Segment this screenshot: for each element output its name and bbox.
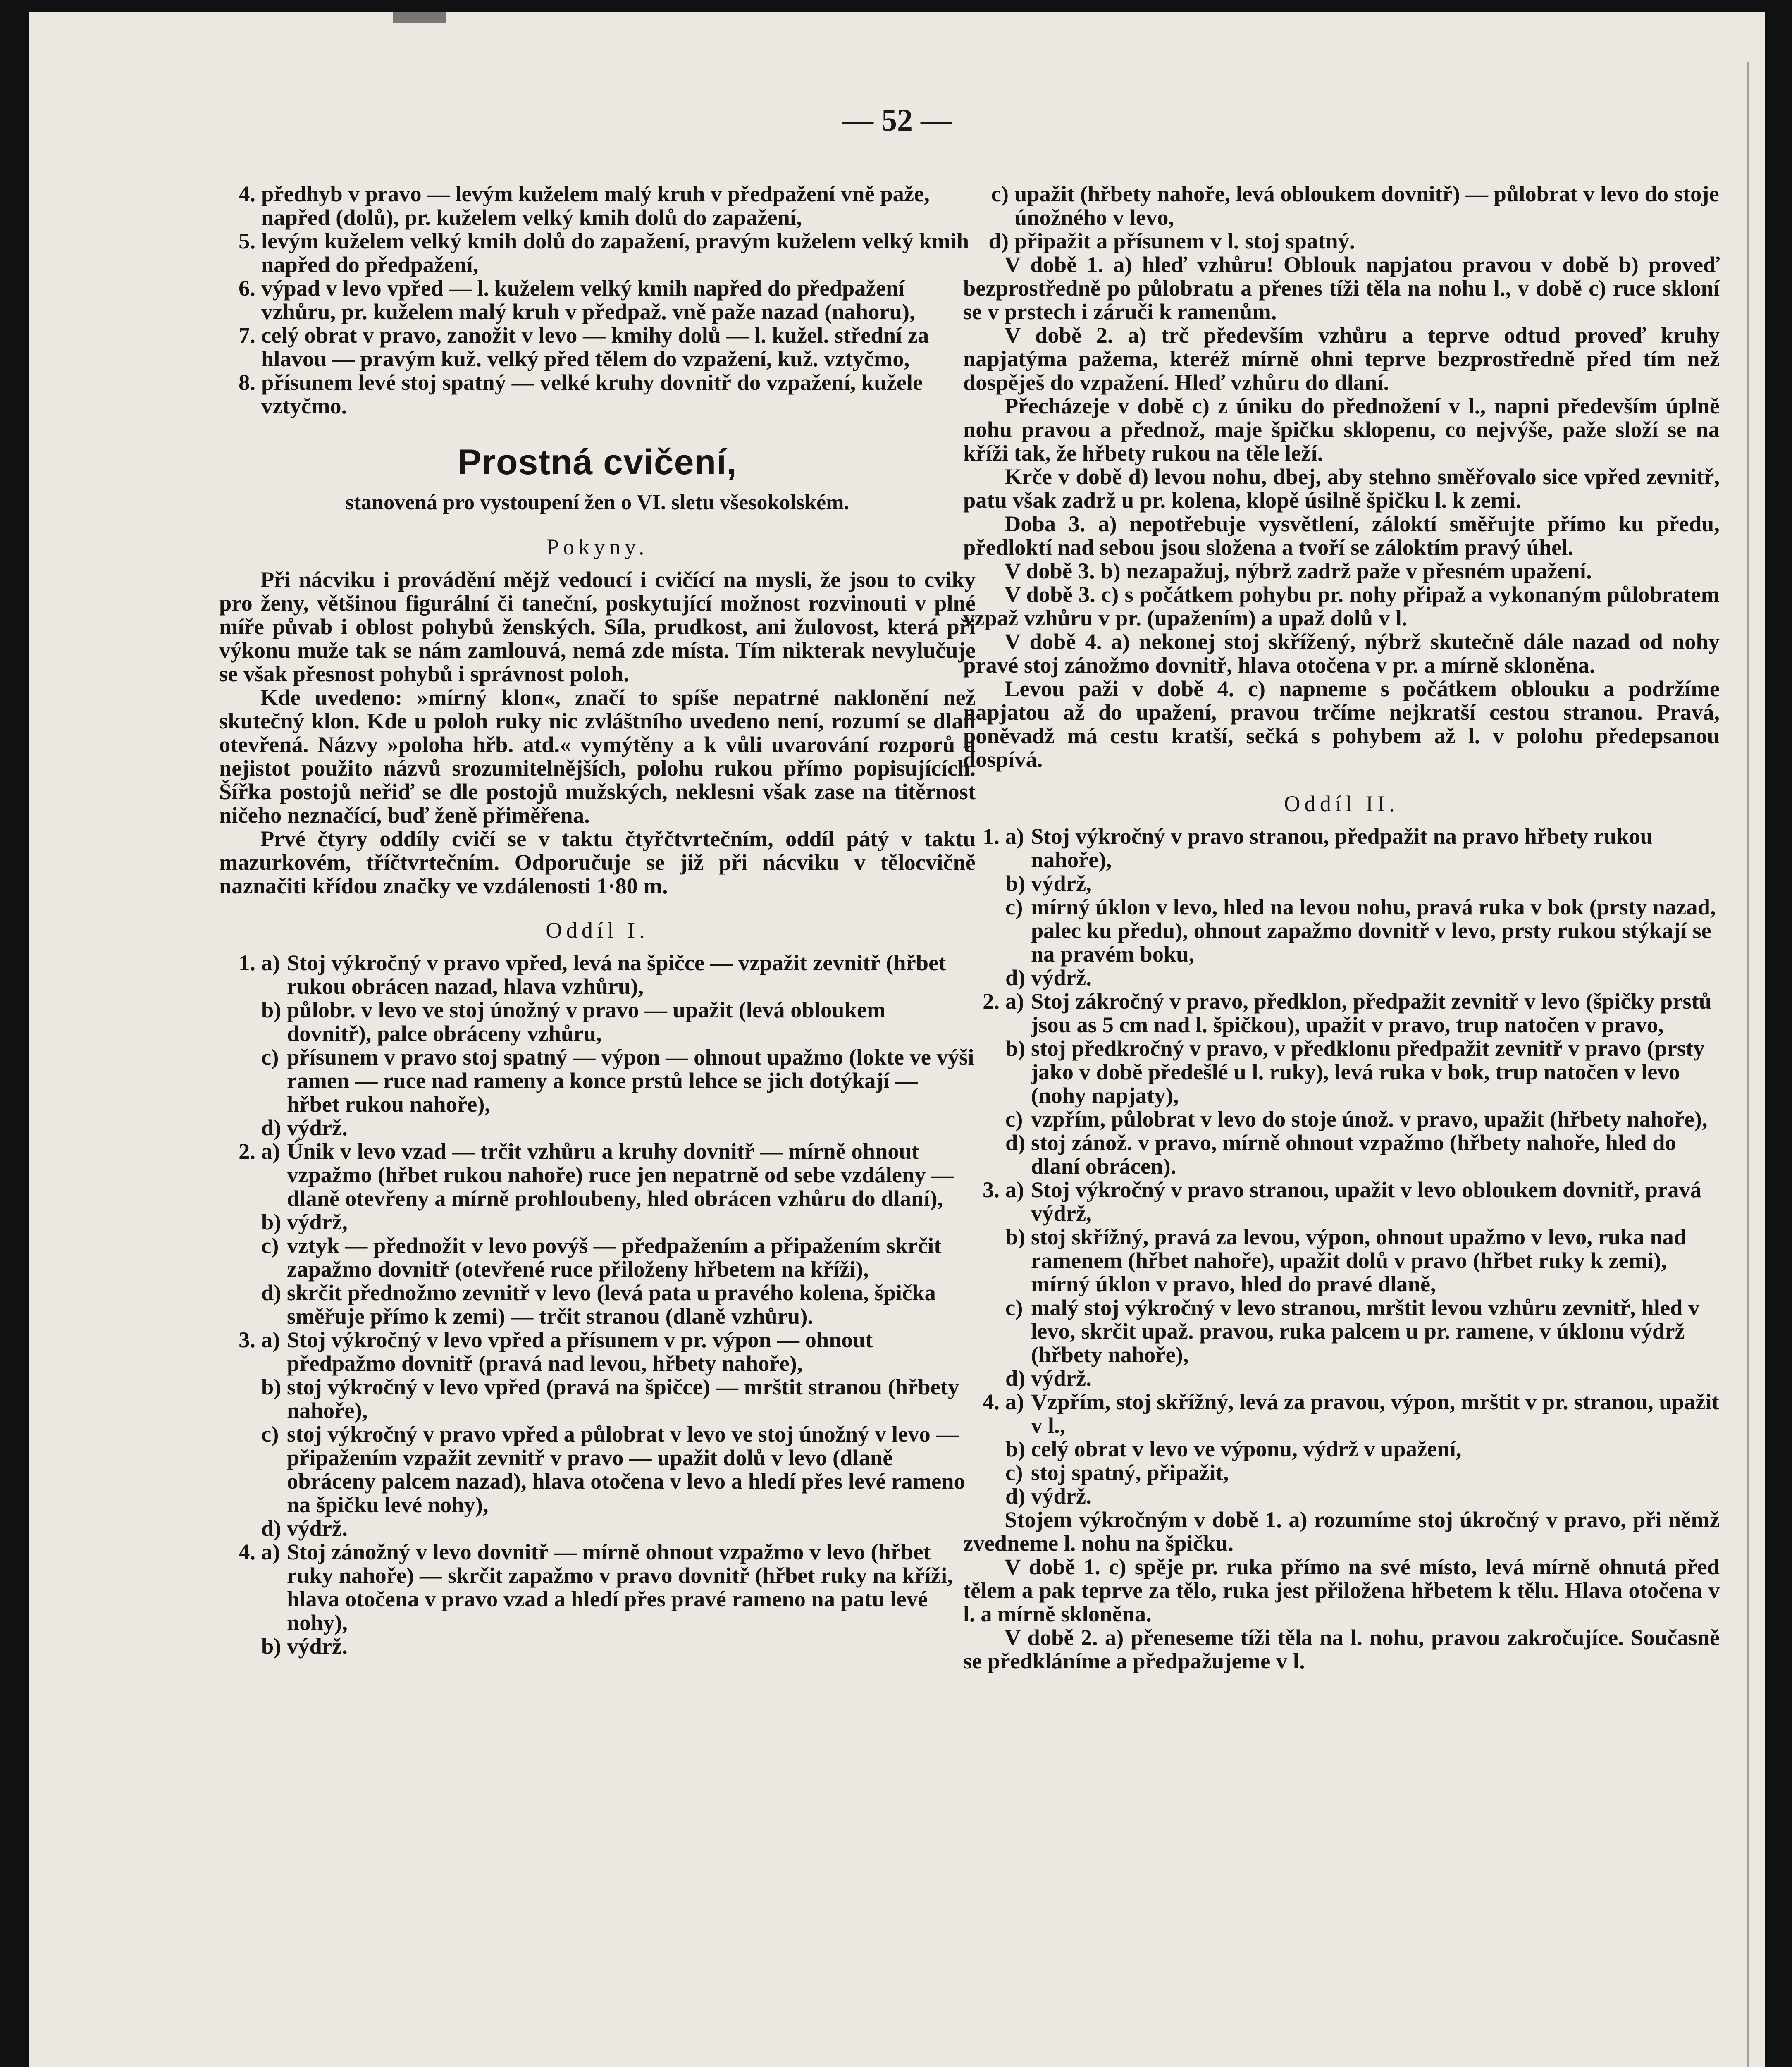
item-number: 6. [239, 275, 255, 301]
exercise-number [963, 1131, 1005, 1178]
continuation-row [963, 229, 1720, 253]
exercise-number [963, 895, 1005, 966]
paragraph: Levou paži v době 4. c) napneme s počátkem oblouku a podržíme napjatou až do upažení, pravou trčíme nejkratší cestou stranou. Pravá, poněvadž má cestu kratší, sečká s pohybem až l. v polohu předepsanou dospívá. [963, 676, 1720, 772]
exercise-text: Vzpřím, stoj skřížný, levá za pravou, výpon, mrštit v pr. stranou, upažit v l., [1031, 1389, 1719, 1438]
exercise-row [219, 998, 976, 1045]
exercise-text: stoj výkročný v levo vpřed (pravá na špičce) — mrštit stranou (hřbety nahoře), [287, 1374, 959, 1423]
oddil-1-list [219, 951, 976, 1658]
exercise-row [963, 824, 1720, 871]
exercise-row [219, 1045, 976, 1116]
exercise-row [963, 1461, 1720, 1484]
exercise-number [219, 1634, 261, 1658]
exercise-number: 2. [239, 1139, 255, 1164]
exercise-row [219, 1210, 976, 1234]
exercise-row [219, 1281, 976, 1328]
section-subheading: stanovená pro vystoupení žen o VI. sletu všesokolském. [345, 491, 849, 514]
list-item [219, 370, 976, 418]
exercise-row [963, 1296, 1720, 1366]
paragraph: Krče v době d) levou nohu, dbej, aby stehno směřovalo sice vpřed zevnitř, patu však zadrž u pr. kolena, klopě úsilně špičku l. k zemi. [963, 464, 1720, 513]
exercise-letter: a) [261, 1139, 280, 1164]
exercise-text: vzpřím, půlobrat v levo do stoje únož. v pravo, upažit (hřbety nahoře), [1031, 1106, 1708, 1131]
exercise-letter: a) [261, 1327, 280, 1352]
exercise-text: přísunem v pravo stoj spatný — výpon — ohnout upažmo (lokte ve výši ramen — ruce nad rameny a konce prstů lehce se jich dotýkají — hřbet rukou nahoře), [287, 1044, 974, 1117]
exercise-number: 1. [983, 823, 1000, 849]
paragraph: Prvé čtyry oddíly cvičí se v taktu čtyřčtvrtečním, oddíl pátý v taktu mazurkovém, tříčtvrtečním. Odporučuje se již při nácviku v tělocvičně naznačiti křídou značky ve vzdálenosti 1·80 m. [219, 826, 976, 898]
list-item [219, 323, 976, 370]
scan-artifact [393, 12, 446, 23]
exercise-letter: d) [261, 1115, 282, 1140]
oddil-2-list [963, 824, 1720, 1508]
exercise-text: Stoj zákročný v pravo, předklon, předpažit zevnitř v levo (špičky prstů jsou as 5 cm nad l. špičkou), upažit v pravo, trup natočen v pravo, [1031, 988, 1712, 1037]
exercise-row [219, 1540, 976, 1634]
paragraph: Přecházeje v době c) z úniku do přednožení v l., napni především úplně nohu pravou a přednož, maje špičku sklopenu, co nejvýše, paže složí se na kříži tak, že hřbety rukou na těle leží. [963, 393, 1720, 465]
paragraph: Stojem výkročným v době 1. a) rozumíme stoj úkročný v pravo, při němž zvedneme l. nohu na špičku. [963, 1507, 1720, 1556]
exercise-text: Stoj výkročný v pravo vpřed, levá na špičce — vzpažit zevnitř (hřbet rukou obrácen nazad, hlava vzhůru), [287, 950, 946, 999]
list-item [219, 276, 976, 323]
exercise-number [219, 1281, 261, 1328]
exercise-letter: a) [261, 1539, 280, 1564]
paragraph: V době 2. a) trč především vzhůru a teprve odtud proveď kruhy napjatýma pažema, kteréž mírně ohni teprve bezprostředně před tím než dospěješ do vzpažení. Hleď vzhůru do dlaní. [963, 322, 1720, 395]
exercise-text: stoj zánož. v pravo, mírně ohnout vzpažmo (hřbety nahoře, hled do dlaní obrácen). [1031, 1130, 1676, 1179]
exercise-row [219, 1234, 976, 1281]
exercise-row [963, 1178, 1720, 1225]
scanned-page [29, 12, 1765, 2067]
exercise-letter: b) [261, 1209, 282, 1234]
exercise-text: Únik v levo vzad — trčit vzhůru a kruhy dovnitř — mírně ohnout vzpažmo (hřbet rukou nahoře) ruce jen nepatrně od sebe vzdáleny — dlaně otevřeny a mírně prohloubeny, hled obrácen vzhůru do dlaní), [287, 1139, 954, 1211]
exercise-letter: c) [261, 1044, 279, 1069]
exercise-letter: c) [1005, 894, 1023, 919]
exercise-text: malý stoj výkročný v levo stranou, mrštit levou vzhůru zevnitř, hled v levo, skrčit upaž. pravou, ruka palcem u pr. ramene, v úklonu výdrž (hřbety nahoře), [1031, 1295, 1700, 1367]
notes-1 [963, 253, 1720, 771]
exercise-letter: a) [261, 950, 280, 975]
exercise-row [963, 1225, 1720, 1296]
exercise-text: stoj skřížný, pravá za levou, výpon, ohnout upažmo v levo, ruka nad ramenem (hřbet nahoře), upažit dolů v pravo (hřbet ruky k zemi), mírný úklon v pravo, hled do pravé dlaně, [1031, 1224, 1687, 1296]
exercise-letter: c) [1005, 1295, 1023, 1320]
continuation-row [963, 182, 1720, 229]
exercise-text: stoj výkročný v pravo vpřed a půlobrat v levo ve stoj únožný v levo — připažením vzpažit zevnitř v pravo — upažit dolů v levo (dlaně obráceny palcem nazad), hlava otočena v levo a hledí přes levé rameno na špičku levé nohy), [287, 1421, 965, 1517]
exercise-number [963, 966, 1005, 989]
exercise-row [963, 1437, 1720, 1461]
exercise-number [219, 998, 261, 1045]
scan-edge [1747, 62, 1749, 2067]
exercise-text: mírný úklon v levo, hled na levou nohu, pravá ruka v bok (prsty nazad, palec ku předu), ohnout zapažmo dovnitř v levo, prsty rukou stýkají se na pravém boku, [1031, 894, 1716, 967]
exercise-number [219, 1116, 261, 1139]
notes-2 [963, 1508, 1720, 1673]
exercise-text: Stoj výkročný v pravo stranou, upažit v levo obloukem dovnitř, pravá výdrž, [1031, 1177, 1701, 1226]
exercise-number [963, 1484, 1005, 1508]
exercise-row [963, 966, 1720, 989]
exercise-row [963, 989, 1720, 1036]
exercise-number [219, 1516, 261, 1540]
oddil-2-title: Oddíl II. [1284, 791, 1399, 816]
exercise-number [963, 1366, 1005, 1390]
pokyny-text [219, 568, 976, 897]
paragraph: Doba 3. a) nepotřebuje vysvětlení, záloktí směřujte přímo ku předu, předloktí nad sebou jsou složena a tvoří se záloktím pravý úhel. [963, 511, 1720, 560]
list-item [219, 229, 976, 276]
exercise-number: 2. [983, 988, 1000, 1014]
oddil-1-title: Oddíl I. [546, 917, 649, 943]
exercise-letter: a) [1005, 823, 1024, 849]
exercise-text: výdrž, [1031, 871, 1092, 896]
exercise-letter: d) [1005, 965, 1026, 990]
exercise-number: 4. [983, 1389, 1000, 1414]
exercise-text: výdrž, [287, 1209, 348, 1234]
page-number: — 52 — [842, 103, 952, 138]
exercise-letter: a) [1005, 1389, 1024, 1414]
exercise-number [219, 1234, 261, 1281]
paragraph: V době 1. a) hleď vzhůru! Oblouk napjatou pravou v době b) proveď bezprostředně po půlobratu a přenes tíži těla na nohu l., v době c) ruce skloní se v prstech i záruči k ramenům. [963, 252, 1720, 324]
exercise-row [219, 1328, 976, 1375]
left-column [219, 182, 976, 1658]
exercise-row [219, 1422, 976, 1516]
exercise-text: vztyk — přednožit v levo povýš — předpažením a připažením skrčit zapažmo dovnitř (otevřené ruce přiloženy hřbetem na kříži), [287, 1233, 942, 1282]
exercise-number: 1. [239, 950, 255, 975]
exercise-row [963, 1036, 1720, 1107]
exercise-row [963, 1390, 1720, 1437]
exercise-letter: d) [261, 1280, 282, 1305]
exercise-text: připažit a přísunem v l. stoj spatný. [1014, 228, 1355, 253]
paragraph: V době 1. c) spěje pr. ruka přímo na své místo, levá mírně ohnutá před tělem a pak teprve za tělo, ruka jest přiložena hřbetem k tělu. Hlava otočena v l. a mírně skloněna. [963, 1554, 1720, 1626]
exercise-letter: c) [1005, 1106, 1023, 1131]
paragraph: V době 3. c) s počátkem pohybu pr. nohy připaž a vykonaným půlobratem vzpaž vzhůru v pr. (upažením) a upaž dolů v l. [963, 582, 1720, 630]
exercise-number [219, 1045, 261, 1116]
exercise-list [219, 182, 976, 418]
exercise-row [219, 1116, 976, 1139]
exercise-text: Stoj zánožný v levo dovnitř — mírně ohnout vzpažmo v levo (hřbet ruky nahoře) — skrčit zapažmo v pravo dovnitř (hřbet ruky na kříži, hlava otočena v pravo vzad a hledí přes pravé rameno na patu levé nohy), [287, 1539, 953, 1635]
paragraph: V době 4. a) nekonej stoj skřížený, nýbrž skutečně dále nazad od nohy pravé stoj zánožmo dovnitř, hlava otočena v pr. a mírně skloněna. [963, 629, 1720, 678]
continuation-list [963, 182, 1720, 253]
exercise-letter: b) [261, 1633, 282, 1659]
item-number: 8. [239, 370, 255, 395]
exercise-number [963, 1437, 1005, 1461]
exercise-row [963, 1484, 1720, 1508]
exercise-letter: c) [261, 1421, 279, 1446]
exercise-letter: d) [1005, 1130, 1026, 1155]
item-text: celý obrat v pravo, zanožit v levo — kmihy dolů — l. kužel. střední za hlavou — pravým kuž. velký před tělem do vzpažení, kuž. vztyčmo, [261, 322, 929, 371]
exercise-row [219, 1375, 976, 1422]
exercise-row [219, 1634, 976, 1658]
item-number: 4. [239, 181, 255, 206]
exercise-text: skrčit přednožmo zevnitř v levo (levá pata u pravého kolena, špička směřuje přímo k zemi) — trčit stranou (dlaně vzhůru). [287, 1280, 936, 1329]
exercise-letter: c) [261, 1233, 279, 1258]
exercise-text: výdrž. [1031, 1483, 1092, 1508]
paragraph: Kde uvedeno: »mírný klon«, značí to spíše nepatrné naklonění než skutečný klon. Kde u poloh ruky nic zvláštního uvedeno není, rozumí se dlaň otevřená. Názvy »poloha hřb. atd.« vymýtěny a k vůli uvarování rozporů a nejistot použito názvů srozumitelnějších, polohu rukou přímo popisujících. Šířka postojů neřiď se dle postojů mužských, neklesni však zase na titěrnost ničeho neznačící, buď ženě přiměřena. [219, 685, 976, 828]
exercise-number [963, 1461, 1005, 1484]
item-text: přísunem levé stoj spatný — velké kruhy dovnitř do vzpažení, kužele vztyčmo. [261, 370, 923, 418]
exercise-row [219, 1516, 976, 1540]
exercise-number [219, 1210, 261, 1234]
exercise-letter: c) [991, 181, 1009, 206]
exercise-row [963, 1366, 1720, 1390]
exercise-letter: d) [988, 228, 1009, 253]
paragraph: V době 3. b) nezapažuj, nýbrž zadrž paže v přesném upažení. [1005, 558, 1592, 583]
exercise-row [219, 951, 976, 998]
exercise-letter: b) [261, 997, 282, 1022]
exercise-text: výdrž. [1031, 965, 1092, 990]
exercise-text: výdrž. [1031, 1365, 1092, 1391]
exercise-row [963, 1131, 1720, 1178]
exercise-text: výdrž. [287, 1516, 348, 1541]
list-item [219, 182, 976, 229]
exercise-number [963, 871, 1005, 895]
exercise-text: výdrž. [287, 1633, 348, 1659]
pokyny-title: Pokyny. [546, 534, 649, 559]
right-column [963, 182, 1720, 1673]
exercise-number: 4. [239, 1539, 255, 1564]
exercise-text: stoj spatný, připažit, [1031, 1460, 1229, 1485]
exercise-letter: b) [1005, 1036, 1026, 1061]
item-text: předhyb v pravo — levým kuželem malý kruh v předpažení vně paže, napřed (dolů), pr. kuželem velký kmih dolů do zapažení, [261, 181, 930, 230]
exercise-letter: a) [1005, 988, 1024, 1014]
exercise-row [963, 871, 1720, 895]
exercise-text: půlobr. v levo ve stoj únožný v pravo — upažit (levá obloukem dovnitř), palce obráceny vzhůru, [287, 997, 886, 1046]
item-number: 5. [239, 228, 255, 253]
item-text: výpad v levo vpřed — l. kuželem velký kmih napřed do předpažení vzhůru, pr. kuželem malý kruh v předpaž. vně paže nazad (nahoru), [261, 275, 915, 324]
exercise-number [963, 1296, 1005, 1366]
exercise-number [219, 1422, 261, 1516]
item-number: 7. [239, 322, 255, 348]
exercise-text: výdrž. [287, 1115, 348, 1140]
exercise-letter: d) [1005, 1365, 1026, 1391]
paragraph: Při nácviku i provádění mějž vedoucí i cvičící na mysli, že jsou to cviky pro ženy, většinou figurální či taneční, poskytující možnost rozvinouti v plné míře půvab i oblost pohybů ženských. Síla, prudkost, ani žulovost, která při výkonu muže tak se nám zamlouvá, nemá zde místa. Tím nikterak nevylučuje se však přesnost pohybů i správnost poloh. [219, 567, 976, 686]
exercise-letter: b) [261, 1374, 282, 1399]
paragraph: V době 2. a) přeneseme tíži těla na l. nohu, pravou zakročujíce. Současně se předkláníme a předpažujeme v l. [963, 1625, 1720, 1673]
exercise-letter: d) [261, 1516, 282, 1541]
exercise-row [963, 895, 1720, 966]
exercise-letter: b) [1005, 1436, 1026, 1461]
exercise-number: 3. [239, 1327, 255, 1352]
exercise-row [963, 1107, 1720, 1131]
exercise-text: Stoj výkročný v levo vpřed a přísunem v pr. výpon — ohnout předpažmo dovnitř (pravá nad levou, hřbety nahoře), [287, 1327, 873, 1376]
exercise-letter: a) [1005, 1177, 1024, 1202]
exercise-letter: b) [1005, 1224, 1026, 1249]
section-heading: Prostná cvičení, [458, 442, 737, 482]
exercise-text: upažit (hřbety nahoře, levá obloukem dovnitř) — půlobrat v levo do stoje únožného v levo, [1014, 181, 1719, 230]
exercise-text: stoj předkročný v pravo, v předklonu předpažit zevnitř v pravo (prsty jako v době předešlé u l. ruky), levá ruka v bok, trup natočen v levo (nohy napjaty), [1031, 1036, 1705, 1108]
exercise-letter: d) [1005, 1483, 1026, 1508]
exercise-row [219, 1139, 976, 1210]
exercise-text: celý obrat v levo ve výponu, výdrž v upažení, [1031, 1436, 1462, 1461]
exercise-letter: b) [1005, 871, 1026, 896]
exercise-number [963, 1036, 1005, 1107]
exercise-number [219, 1375, 261, 1422]
exercise-number: 3. [983, 1177, 1000, 1202]
exercise-text: Stoj výkročný v pravo stranou, předpažit na pravo hřbety rukou nahoře), [1031, 823, 1653, 872]
item-text: levým kuželem velký kmih dolů do zapažení, pravým kuželem velký kmih napřed do předpažení, [261, 228, 969, 277]
exercise-number [963, 1107, 1005, 1131]
exercise-number [963, 1225, 1005, 1296]
exercise-letter: c) [1005, 1460, 1023, 1485]
